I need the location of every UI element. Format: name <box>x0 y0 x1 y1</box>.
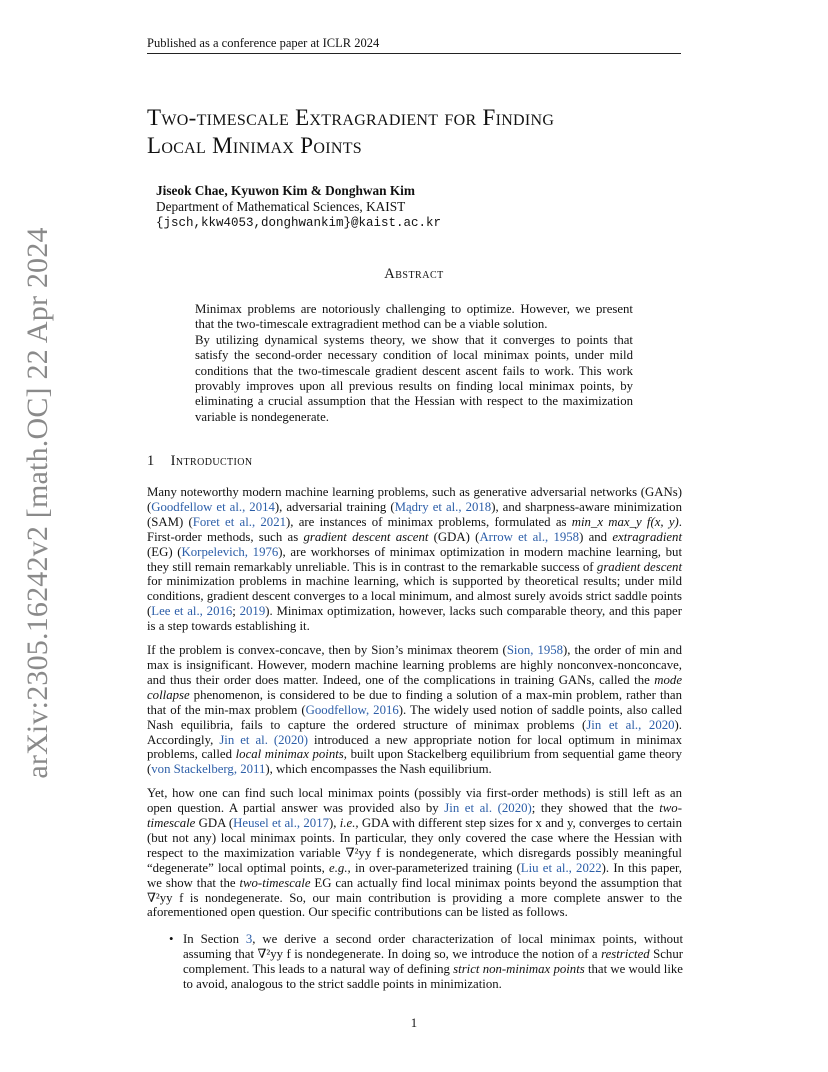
author-emails[interactable]: {jsch,kkw4053,donghwankim}@kaist.ac.kr <box>156 216 442 230</box>
section-heading <box>147 453 253 470</box>
paper-title <box>147 104 707 160</box>
paragraph-1: Many noteworthy modern machine learning problems, such as generative adversarial networks (GANs) (Goodfellow et al., 2014), adversarial training (Mądry et al., 2018), and sharpness-aware minimization (SAM) (Foret et al., 2021), are instances of minimax problems, formulated as min_x max_y f(x, y). First-order methods, such as gradient descent ascent (GDA) (Arrow et al., 1958) and extragradient (EG) (Korpelevich, 1976), are workhorses of minimax optimization in modern machine learning, but they still remain remarkably unreliable. This is in contrast to the remarkable success of gradient descent for minimization problems in machine learning, which is supported by theoretical results; under mild conditions, gradient descent converges to a local minimum, and almost surely avoids strict saddle points (Lee et al., 2016; 2019). Minimax optimization, however, lacks such comparable theory, and this paper is a step towards establishing it. <box>147 485 683 634</box>
citation-link[interactable]: Goodfellow et al., 2014 <box>151 499 275 514</box>
math-minimax: min_x max_y f(x, y) <box>571 514 679 529</box>
citation-link[interactable]: von Stackelberg, 2011 <box>151 762 266 777</box>
abstract-paragraph-1: Minimax problems are notoriously challenging to optimize. However, we present that the two-timescale extragradient method can be a viable solution. <box>195 302 633 332</box>
citation-link[interactable]: Jin et al. (2020) <box>444 801 532 816</box>
body-text <box>147 485 682 929</box>
citation-link[interactable]: Jin et al. (2020) <box>219 732 308 747</box>
abstract-text <box>195 302 633 425</box>
abstract-paragraph-2: By utilizing dynamical systems theory, we show that it converges to points that satisfy the second-order necessary condition of local minimax points, under mild conditions that the two-timescale gradient descent ascent fails to work. This work provably improves upon all previous results on finding local minimax points, by eliminating a crucial assumption that the Hessian with respect to the maximization variable is nondegenerate. <box>195 332 633 424</box>
citation-link[interactable]: Goodfellow, 2016 <box>305 702 399 717</box>
paragraph-3: Yet, how one can find such local minimax points (possibly via first-order methods) is still left as an open question. A partial answer was provided also by Jin et al. (2020); they showed that the two-timescale GDA (Heusel et al., 2017), i.e., GDA with different step sizes for x and y, converges to certain (but not any) local minimax points. In particular, they only covered the case where the Hessian with respect to the maximization variable ∇²yy f is nondegenerate, which disregards possibly meaningful “degenerate” local optimal points, e.g., in over-parameterized training (Liu et al., 2022). In this paper, we show that the two-timescale EG can actually find local minimax points beyond the assumption that ∇²yy f is nondegenerate. So, our main contribution is providing a more complete answer to the aforementioned open question. Our specific contributions can be listed as follows. <box>147 786 682 920</box>
header-rule <box>147 53 681 54</box>
citation-link[interactable]: Heusel et al., 2017 <box>233 816 330 831</box>
contribution-bullet: • In Section 3, we derive a second order characterization of local minimax points, without assuming that ∇²yy f is nondegenerate. In doing so, we introduce the notion of a restricted Schur complement. This leads to a natural way of defining strict non-minimax points that we would like to avoid, analogous to the strict saddle points in minimization. <box>169 932 684 991</box>
running-header: Published as a conference paper at ICLR 2024 <box>147 36 380 50</box>
section-number: 1 <box>147 453 155 469</box>
title-line-2: Local Minimax Points <box>147 133 363 158</box>
title-line-1: Two-timescale Extragradient for Finding <box>147 105 555 130</box>
citation-link[interactable]: Korpelevich, 1976 <box>181 544 279 559</box>
citation-link[interactable]: 2019 <box>239 604 266 619</box>
citation-link[interactable]: Mądry et al., 2018 <box>394 499 492 514</box>
paragraph-2: If the problem is convex-concave, then by Sion’s minimax theorem (Sion, 1958), the order of min and max is insignificant. However, modern machine learning problems are highly nonconvex-nonconcave, and thus their order does matter. Indeed, one of the complications in training GANs, called the mode collapse phenomenon, is considered to be due to finding a solution of a max-min problem, rather than that of the min-max problem (Goodfellow, 2016). The widely used notion of saddle points, also called Nash equilibria, fails to capture the ordered structure of minimax problems (Jin et al., 2020). Accordingly, Jin et al. (2020) introduced a new appropriate notion for local optimum in minimax problems, called local minimax points, built upon Stackelberg equilibrium from sequential game theory (von Stackelberg, 2011), which encompasses the Nash equilibrium. <box>147 643 682 777</box>
citation-link[interactable]: Lee et al., 2016 <box>151 604 233 619</box>
author-names: Jiseok Chae, Kyuwon Kim & Donghwan Kim <box>156 183 415 198</box>
arxiv-stamp[interactable]: arXiv:2305.16242v2 [math.OC] 22 Apr 2024 <box>21 227 54 779</box>
citation-link[interactable]: Liu et al., 2022 <box>520 860 602 875</box>
section-title: Introduction <box>170 453 253 469</box>
citation-link[interactable]: Jin et al., 2020 <box>586 717 675 732</box>
citation-link[interactable]: Arrow et al., 1958 <box>479 529 580 544</box>
author-block <box>156 183 441 231</box>
page-number: 1 <box>410 1016 418 1030</box>
section-ref-link[interactable]: 3 <box>245 932 253 946</box>
citation-link[interactable]: Sion, 1958 <box>506 643 564 658</box>
affiliation: Department of Mathematical Sciences, KAIST <box>156 199 406 214</box>
abstract-heading: Abstract <box>384 266 444 282</box>
bullet-icon: • <box>169 932 174 946</box>
citation-link[interactable]: Foret et al., 2021 <box>192 514 286 529</box>
